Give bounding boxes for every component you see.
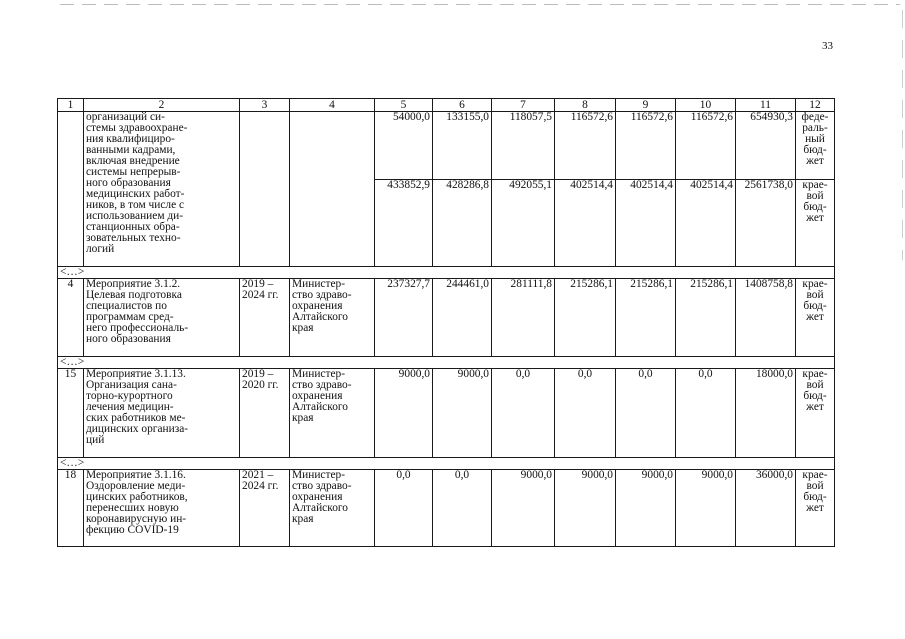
- value-cell: 402514,4: [555, 180, 616, 267]
- description-cell: Мероприятие 3.1.16. Оздоровление меди- цинских работников, перенесших новую коронавирусную ин- фекцию COVID-19: [84, 470, 240, 547]
- column-header: 2: [84, 99, 240, 112]
- value-cell: 9000,0: [555, 470, 616, 547]
- column-header: 1: [58, 99, 84, 112]
- ellipsis-row: [58, 267, 835, 279]
- value-cell: 0,0: [676, 369, 736, 458]
- value-cell: 116572,6: [676, 112, 736, 180]
- value-cell: 9000,0: [375, 369, 433, 458]
- ellipsis-row: [58, 458, 835, 470]
- ellipsis-marker: <…>: [58, 458, 835, 470]
- value-cell: 654930,3: [736, 112, 796, 180]
- funding-source-cell: крае- вой бюд- жет: [796, 180, 835, 267]
- executor-cell: Министер- ство здраво- охранения Алтайского края: [290, 470, 375, 547]
- page-number: 33: [822, 40, 833, 52]
- value-cell: 402514,4: [676, 180, 736, 267]
- value-cell: 433852,9: [375, 180, 433, 267]
- row-number-cell: 18: [58, 470, 84, 547]
- funding-source-cell: крае- вой бюд- жет: [796, 369, 835, 458]
- value-cell: 133155,0: [433, 112, 492, 180]
- value-cell: 118057,5: [492, 112, 555, 180]
- row-number-cell: 15: [58, 369, 84, 458]
- value-cell: 0,0: [492, 369, 555, 458]
- value-cell: 9000,0: [433, 369, 492, 458]
- ellipsis-marker: <…>: [58, 267, 835, 279]
- column-number-row: [58, 99, 835, 112]
- value-cell: 237327,7: [375, 279, 433, 357]
- column-header: 12: [796, 99, 835, 112]
- value-cell: 9000,0: [492, 470, 555, 547]
- value-cell: 0,0: [433, 470, 492, 547]
- value-cell: 2561738,0: [736, 180, 796, 267]
- row-number-cell: 4: [58, 279, 84, 357]
- description-cell: организаций си- стемы здравоохране- ния квалифициро- ванными кадрами, включая внедрение системы непрерыв- ного образования медицинских работ- ников, в том числе с использованием ди- станционных обра- зовательных техно- логий: [84, 112, 240, 267]
- description-cell: Мероприятие 3.1.13. Организация сана- торно-курортного лечения медицин- ских работников ме- дицинских организа- ций: [84, 369, 240, 458]
- scan-edge-artifact: [60, 4, 900, 5]
- ellipsis-row: [58, 357, 835, 369]
- column-header: 7: [492, 99, 555, 112]
- column-header: 8: [555, 99, 616, 112]
- value-cell: 54000,0: [375, 112, 433, 180]
- value-cell: 9000,0: [676, 470, 736, 547]
- executor-cell: Министер- ство здраво- охранения Алтайского края: [290, 369, 375, 458]
- value-cell: 281111,8: [492, 279, 555, 357]
- column-header: 11: [736, 99, 796, 112]
- table-row-measure: [58, 279, 835, 357]
- funding-source-cell: феде- раль- ный бюд- жет: [796, 112, 835, 180]
- column-header: 4: [290, 99, 375, 112]
- period-cell: 2021 – 2024 гг.: [240, 470, 290, 547]
- period-cell: 2019 – 2020 гг.: [240, 369, 290, 458]
- executor-cell: [290, 112, 375, 267]
- funding-source-cell: крае- вой бюд- жет: [796, 470, 835, 547]
- value-cell: 9000,0: [616, 470, 676, 547]
- period-cell: [240, 112, 290, 267]
- value-cell: 36000,0: [736, 470, 796, 547]
- column-header: 5: [375, 99, 433, 112]
- funding-source-cell: крае- вой бюд- жет: [796, 279, 835, 357]
- value-cell: 1408758,8: [736, 279, 796, 357]
- value-cell: 116572,6: [555, 112, 616, 180]
- value-cell: 215286,1: [676, 279, 736, 357]
- executor-cell: Министер- ство здраво- охранения Алтайского края: [290, 279, 375, 357]
- value-cell: 215286,1: [616, 279, 676, 357]
- column-header: 3: [240, 99, 290, 112]
- value-cell: 492055,1: [492, 180, 555, 267]
- value-cell: 116572,6: [616, 112, 676, 180]
- scan-edge-artifact-right: [902, 10, 903, 260]
- column-header: 9: [616, 99, 676, 112]
- value-cell: 0,0: [616, 369, 676, 458]
- value-cell: 428286,8: [433, 180, 492, 267]
- table-row-measure: [58, 369, 835, 458]
- value-cell: 0,0: [375, 470, 433, 547]
- table-row-measure: [58, 470, 835, 547]
- value-cell: 244461,0: [433, 279, 492, 357]
- table-row-continued-federal: [58, 112, 835, 180]
- column-header: 10: [676, 99, 736, 112]
- ellipsis-marker: <…>: [58, 357, 835, 369]
- value-cell: 0,0: [555, 369, 616, 458]
- value-cell: 18000,0: [736, 369, 796, 458]
- column-header: 6: [433, 99, 492, 112]
- description-cell: Мероприятие 3.1.2. Целевая подготовка специалистов по программам сред- него профессиональ- ного образования: [84, 279, 240, 357]
- value-cell: 215286,1: [555, 279, 616, 357]
- value-cell: 402514,4: [616, 180, 676, 267]
- period-cell: 2019 – 2024 гг.: [240, 279, 290, 357]
- budget-table: [57, 98, 835, 547]
- row-number-cell: [58, 112, 84, 267]
